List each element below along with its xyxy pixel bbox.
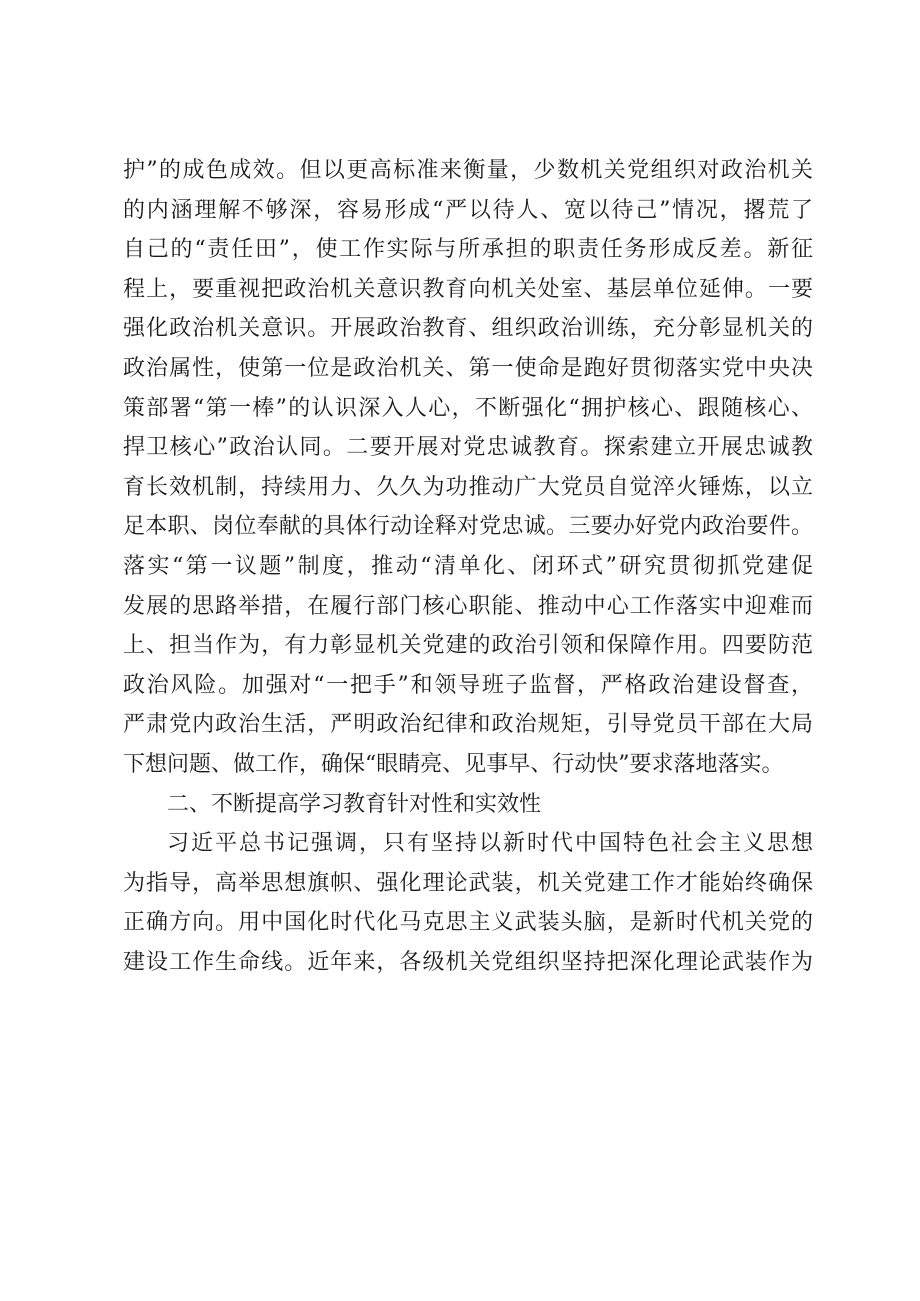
text-line: 育长效机制，持续用力、久久为功推动广大党员自觉淬火锤炼，以立 <box>123 474 813 500</box>
text-line: 的内涵理解不够深，容易形成“严以待人、宽以待己”情况，撂荒了 <box>123 197 813 223</box>
text-line: 下想问题、做工作，确保“眼睛亮、见事早、行动快”要求落地落实。 <box>123 751 784 777</box>
text-line: 严肃党内政治生活，严明政治纪律和政治规矩，引导党员干部在大局 <box>123 712 813 738</box>
paragraph-1 <box>123 151 813 785</box>
body-text <box>123 151 813 982</box>
text-line: 政治属性，使第一位是政治机关、第一使命是跑好贯彻落实党中央决 <box>123 355 813 381</box>
paragraph-2 <box>123 824 813 982</box>
text-line: 习近平总书记强调，只有坚持以新时代中国特色社会主义思想 <box>167 831 813 857</box>
text-line: 策部署“第一棒”的认识深入人心，不断强化“拥护核心、跟随核心、 <box>123 395 813 421</box>
section-heading: 二、不断提高学习教育针对性和实效性 <box>167 791 542 817</box>
text-line: 强化政治机关意识。开展政治教育、组织政治训练，充分彰显机关的 <box>123 316 813 342</box>
text-line: 正确方向。用中国化时代化马克思主义武装头脑，是新时代机关党的 <box>123 910 813 936</box>
text-line: 建设工作生命线。近年来，各级机关党组织坚持把深化理论武装作为 <box>123 949 813 975</box>
text-line: 自己的“责任田”，使工作实际与所承担的职责任务形成反差。新征 <box>123 237 813 263</box>
text-line: 为指导，高举思想旗帜、强化理论武装，机关党建工作才能始终确保 <box>123 870 813 896</box>
text-line: 落实“第一议题”制度，推动“清单化、闭环式”研究贯彻抓党建促 <box>123 553 813 579</box>
text-line: 捍卫核心”政治认同。二要开展对党忠诚教育。探索建立开展忠诚教 <box>123 435 813 461</box>
text-line: 发展的思路举措，在履行部门核心职能、推动中心工作落实中迎难而 <box>123 593 813 619</box>
text-line: 护”的成色成效。但以更高标准来衡量，少数机关党组织对政治机关 <box>123 158 813 183</box>
text-line: 程上，要重视把政治机关意识教育向机关处室、基层单位延伸。一要 <box>123 276 813 302</box>
text-line: 足本职、岗位奉献的具体行动诠释对党忠诚。三要办好党内政治要件。 <box>123 514 813 540</box>
text-line: 上、担当作为，有力彰显机关党建的政治引领和保障作用。四要防范 <box>123 633 813 659</box>
text-line: 政治风险。加强对“一把手”和领导班子监督，严格政治建设督查， <box>123 672 813 698</box>
